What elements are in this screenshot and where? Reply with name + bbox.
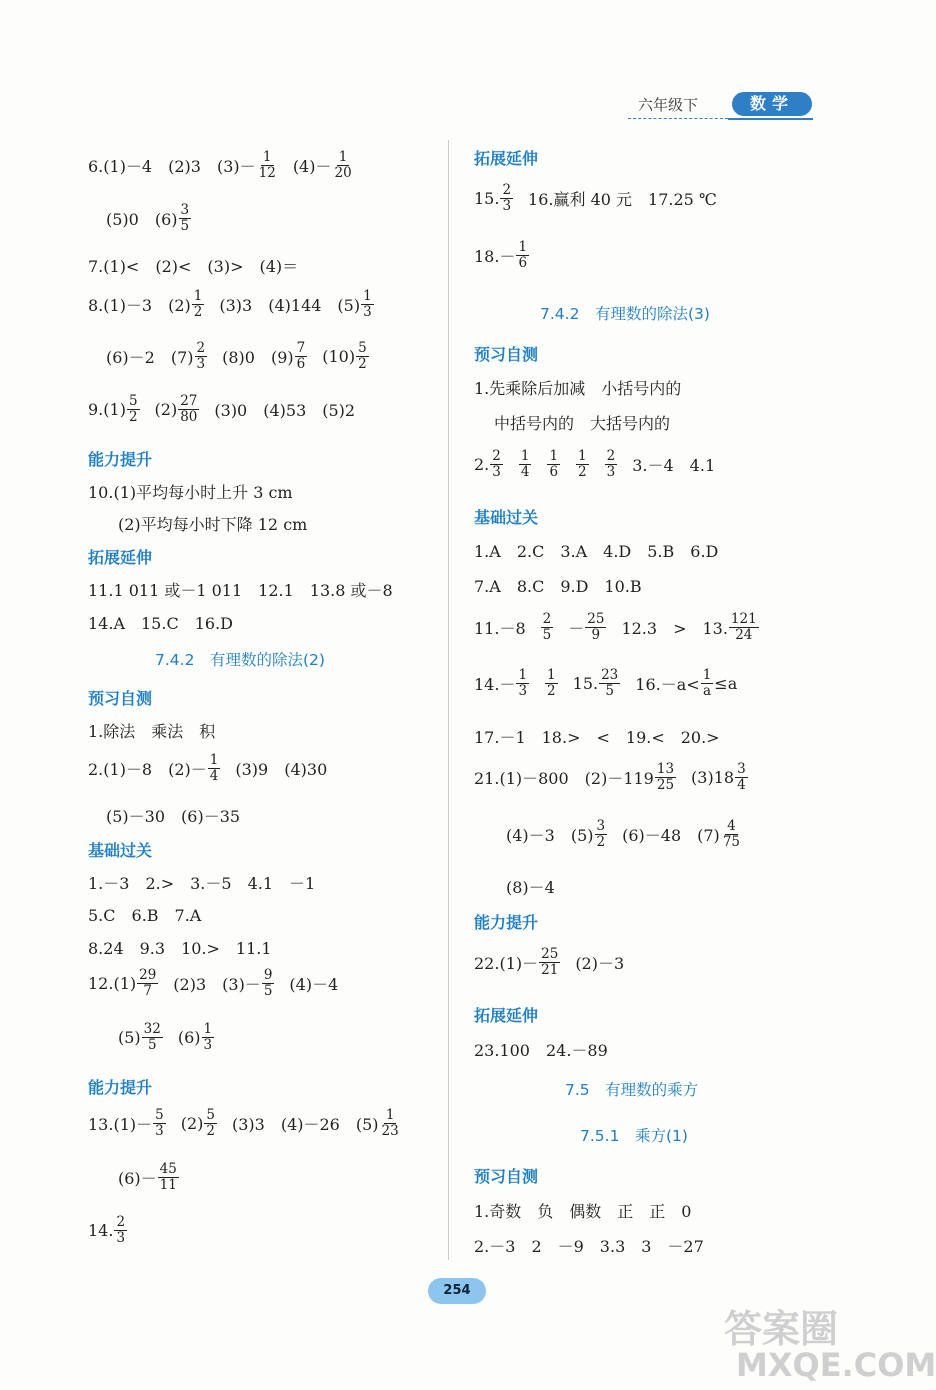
text: (3)18 — [691, 768, 735, 787]
fraction — [701, 668, 714, 699]
denominator: 25 — [656, 777, 675, 793]
denominator: 6 — [549, 464, 559, 480]
numerator: 1 — [262, 149, 272, 165]
answer-line: 7.(1)< (2)< (3)> (4)＝ — [88, 257, 299, 276]
fraction — [516, 240, 529, 271]
fraction — [595, 819, 608, 850]
numerator: 1 — [578, 448, 587, 464]
denominator: 2 — [206, 1123, 215, 1139]
text: 11.－8 — [474, 619, 526, 638]
denominator: 20 — [334, 165, 352, 181]
denominator: 2 — [547, 683, 556, 699]
denominator: 3 — [116, 1230, 126, 1246]
denominator: 3 — [363, 304, 372, 320]
numerator: 121 — [730, 611, 757, 627]
text: (10) — [322, 347, 356, 366]
text: (5)0 (6) — [106, 210, 178, 229]
section-heading: 能力提升 — [88, 1078, 153, 1097]
text: 13.(1)－ — [88, 1115, 153, 1134]
fraction — [729, 612, 759, 643]
text: (4)－ — [292, 157, 332, 176]
text: 9.(1) — [88, 400, 126, 419]
section-heading: 基础过关 — [88, 841, 153, 860]
text: (2)－3 — [575, 954, 625, 973]
denominator: 23 — [381, 1123, 399, 1139]
numerator: 5 — [155, 1107, 164, 1123]
denominator: 4 — [737, 777, 746, 793]
numerator: 1 — [363, 288, 372, 304]
text: 3.－4 4.1 — [632, 456, 716, 475]
denominator: 12 — [258, 165, 276, 181]
text: 22.(1)－ — [474, 954, 539, 973]
text: (6)－2 (7) — [106, 348, 194, 367]
denominator: 80 — [180, 409, 198, 425]
section-heading: 预习自测 — [88, 689, 153, 708]
section-heading: 拓展延伸 — [88, 548, 153, 567]
answer-line: 17.－1 18.> < 19.< 20.> — [474, 728, 720, 747]
text: 6.(1)－4 (2)3 (3)－ — [88, 157, 256, 176]
denominator: 5 — [147, 1037, 157, 1053]
denominator: 3 — [606, 464, 616, 480]
numerator: 2 — [492, 448, 501, 464]
grade-label: 六年级下 — [638, 96, 699, 114]
numerator: 45 — [159, 1161, 177, 1177]
denominator: a — [702, 683, 712, 699]
denominator: 3 — [518, 683, 528, 699]
section-heading: 基础过关 — [474, 508, 539, 527]
subsection-title: 7.4.2 有理数的除法(2) — [155, 651, 325, 669]
numerator: 2 — [542, 611, 552, 627]
denominator: 11 — [159, 1177, 177, 1193]
text: 16.赢利 40 元 17.25 ℃ — [528, 190, 717, 209]
text: 2.(1)－8 (2)－ — [88, 760, 207, 779]
subject-badge: 数学 — [732, 92, 812, 116]
denominator: 2 — [193, 304, 203, 320]
section-heading: 预习自测 — [474, 345, 539, 364]
answer-line: 5.C 6.B 7.A — [88, 906, 202, 925]
numerator: 3 — [180, 202, 190, 218]
fraction — [599, 668, 620, 699]
text: 15. — [474, 189, 500, 208]
denominator: 9 — [591, 627, 601, 643]
numerator: 1 — [547, 667, 556, 683]
denominator: 75 — [722, 834, 740, 850]
fraction — [500, 183, 513, 214]
denominator: 3 — [492, 464, 501, 480]
answer-line: (8)－4 — [506, 878, 555, 897]
answer-line: 14.A 15.C 16.D — [88, 614, 233, 633]
fraction — [539, 947, 560, 978]
text: 14. — [88, 1221, 114, 1240]
numerator: 1 — [702, 667, 712, 683]
subsection-title: 7.5 有理数的乘方 — [565, 1081, 699, 1099]
fraction — [576, 449, 589, 480]
denominator: 6 — [518, 255, 528, 271]
answer-line — [506, 819, 743, 850]
answer-line — [474, 762, 749, 793]
fraction — [605, 449, 618, 480]
denominator: 3 — [155, 1123, 164, 1139]
numerator: 2 — [196, 340, 206, 356]
numerator: 5 — [128, 393, 138, 409]
text: (2) — [180, 1114, 204, 1133]
numerator: 1 — [203, 1021, 213, 1037]
text: 8.(1)－3 (2) — [88, 296, 191, 315]
answer-line: 1.A 2.C 3.A 4.D 5.B 6.D — [474, 542, 719, 561]
answer-line — [474, 668, 737, 699]
denominator: 24 — [735, 627, 753, 643]
answer-line: 2.－3 2 －9 3.3 3 －27 — [474, 1237, 704, 1256]
page-number: 254 — [428, 1278, 486, 1304]
answer-line: 1.除法 乘法 积 — [88, 722, 216, 741]
denominator: 3 — [203, 1037, 213, 1053]
fraction — [547, 449, 560, 480]
numerator: 1 — [209, 752, 219, 768]
answer-line: 1.先乘除后加减 小括号内的 — [474, 379, 682, 398]
denominator: 7 — [143, 983, 152, 999]
numerator: 23 — [601, 667, 619, 683]
answer-line: 1.－3 2.> 3.－5 4.1 －1 — [88, 874, 316, 893]
text: (5) — [118, 1028, 141, 1047]
numerator: 3 — [737, 761, 746, 777]
answer-line: (5)－30 (6)－35 — [106, 807, 241, 826]
numerator: 29 — [139, 967, 157, 983]
denominator: 4 — [520, 464, 530, 480]
text: 12.(1) — [88, 974, 137, 993]
section-heading: 拓展延伸 — [474, 149, 539, 168]
denominator: 5 — [605, 683, 614, 699]
fraction — [735, 762, 748, 793]
numerator: 4 — [727, 818, 736, 834]
fraction — [519, 449, 532, 480]
numerator: 1 — [338, 149, 348, 165]
text: (3)3 (4)－26 (5) — [231, 1115, 379, 1134]
denominator: 2 — [128, 409, 138, 425]
answer-line — [474, 612, 760, 643]
text: (3)9 (4)30 — [235, 760, 328, 779]
numerator: 2 — [606, 448, 616, 464]
fraction — [490, 449, 503, 480]
denominator: 3 — [502, 198, 512, 214]
answer-line: 1.奇数 负 偶数 正 正 0 — [474, 1202, 692, 1221]
answer-line — [474, 240, 530, 271]
numerator: 3 — [596, 818, 606, 834]
text: (6)－48 (7) — [622, 826, 720, 845]
text: ≤a — [714, 674, 738, 693]
text: (3)3 (4)144 (5) — [219, 296, 361, 315]
fraction — [655, 762, 676, 793]
numerator: 1 — [518, 239, 528, 255]
text: － — [568, 619, 585, 638]
numerator: 1 — [520, 448, 530, 464]
watermark-url: MXQE.COM — [736, 1346, 936, 1384]
watermark-logo: 答案圈 — [724, 1307, 839, 1351]
numerator: 2 — [502, 182, 512, 198]
numerator: 32 — [143, 1021, 161, 1037]
text: (4)－4 — [289, 975, 339, 994]
denominator: 2 — [578, 464, 587, 480]
section-heading: 能力提升 — [88, 450, 153, 469]
text: 14.－ — [474, 675, 516, 694]
fraction — [585, 612, 606, 643]
numerator: 7 — [296, 340, 306, 356]
numerator: 13 — [656, 761, 675, 777]
text: 21.(1)－800 (2)－119 — [474, 769, 654, 788]
answer-line: 中括号内的 大括号内的 — [494, 414, 671, 433]
text: (4)－3 (5) — [506, 826, 594, 845]
text: (6)－ — [118, 1169, 157, 1188]
subsection-title: 7.4.2 有理数的除法(3) — [540, 305, 710, 323]
denominator: 6 — [296, 356, 306, 372]
numerator: 25 — [541, 946, 559, 962]
answer-line — [474, 449, 715, 480]
text: 15. — [572, 674, 599, 693]
text: 2. — [474, 455, 490, 474]
denominator: 3 — [196, 356, 206, 372]
denominator: 4 — [209, 768, 219, 784]
answer-line — [474, 947, 624, 978]
section-heading: 预习自测 — [474, 1167, 539, 1186]
denominator: 2 — [596, 834, 606, 850]
text: 16.－a< — [635, 675, 700, 694]
fraction — [721, 819, 742, 850]
numerator: 1 — [549, 448, 559, 464]
text: (2) — [154, 400, 178, 419]
text: (2)3 (3)－ — [173, 975, 261, 994]
denominator: 5 — [180, 218, 190, 234]
text: (3)0 (4)53 (5)2 — [214, 401, 356, 420]
numerator: 1 — [193, 288, 203, 304]
fraction — [541, 612, 554, 643]
answer-line: (2)平均每小时下降 12 cm — [118, 515, 308, 534]
numerator: 1 — [518, 667, 528, 683]
denominator: 21 — [541, 962, 559, 978]
numerator: 2 — [116, 1214, 126, 1230]
subsection-title: 7.5.1 乘方(1) — [580, 1127, 688, 1145]
text: (6) — [177, 1028, 201, 1047]
numerator: 25 — [587, 611, 605, 627]
answer-line: 23.100 24.－89 — [474, 1041, 608, 1060]
numerator: 27 — [180, 393, 198, 409]
numerator: 9 — [263, 967, 273, 983]
section-heading: 能力提升 — [474, 913, 539, 932]
denominator: 2 — [358, 356, 367, 372]
answer-line: 10.(1)平均每小时上升 3 cm — [88, 483, 293, 502]
section-heading: 拓展延伸 — [474, 1006, 539, 1025]
numerator: 5 — [358, 340, 367, 356]
answer-line — [474, 183, 717, 214]
fraction — [516, 668, 529, 699]
answer-line: 7.A 8.C 9.D 10.B — [474, 577, 642, 596]
numerator: 1 — [385, 1107, 395, 1123]
denominator: 5 — [263, 983, 273, 999]
text: 12.3 > 13. — [621, 619, 728, 638]
answer-line: 8.24 9.3 10.> 11.1 — [88, 939, 272, 958]
answer-line: 11.1 011 或－1 011 12.1 13.8 或－8 — [88, 581, 393, 600]
text: (8)0 (9) — [222, 348, 294, 367]
denominator: 5 — [542, 627, 552, 643]
numerator: 5 — [206, 1107, 215, 1123]
text: 18.－ — [474, 247, 516, 266]
fraction — [545, 668, 558, 699]
